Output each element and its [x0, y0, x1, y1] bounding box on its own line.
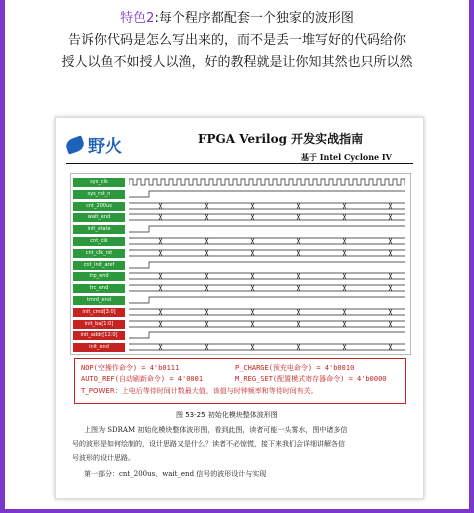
signal-label: cnt_init_aref [73, 261, 125, 270]
body-line-1: 上图为 SDRAM 初始化模块整体波形图，看到此图，读者可能一头雾水，图中诸多信 [84, 426, 348, 434]
signal-label: trp_end [73, 272, 125, 281]
signal-label: init_end [73, 343, 125, 352]
right-border [469, 0, 474, 513]
book-title: FPGA Verilog 开发实战指南 [198, 132, 364, 146]
signal-trace [129, 178, 405, 186]
feature-line-3: 授人以鱼不如授人以渔，好的教程就是让你知其然也只所以然 [61, 55, 413, 70]
signal-label: sys_clk [73, 178, 125, 187]
signal-trace [129, 190, 405, 198]
legend-tpower: T_POWER：上电后等待时间计数最大值，该值与时钟频率和等待时间有关。 [81, 387, 318, 395]
signal-label: tmrd_end [73, 296, 125, 305]
signal-label: init_state [73, 225, 125, 234]
legend-pcharge: P_CHARGE(预充电命令) = 4'b0010 [235, 364, 355, 372]
signal-trace [129, 225, 405, 233]
signal-trace [129, 284, 405, 292]
brand-logo: 野火 [66, 132, 122, 157]
signal-label: trc_end [73, 284, 125, 293]
feature-tag: 特色2 [120, 11, 155, 26]
signal-trace [129, 249, 405, 257]
signal-label: sys_rst_n [73, 190, 125, 199]
waveform-diagram [70, 173, 411, 355]
figure-caption: 图 53-25 初始化模块整体波形图 [176, 411, 278, 419]
feature-description [10, 8, 464, 74]
legend-nop: NOP(空操作命令) = 4'b0111 [81, 364, 180, 372]
body-line-4: 第一部分：cnt_200us、wait_end 信号的波形设计与实现 [84, 470, 267, 478]
command-legend [74, 358, 406, 404]
signal-label: init_ba[1:0] [73, 320, 125, 329]
signal-trace [129, 202, 405, 210]
bottom-border [0, 509, 474, 513]
signal-trace [129, 213, 405, 221]
feature-line-2: 告诉你代码是怎么写出来的，而不是丢一堆写好的代码给你 [67, 33, 406, 48]
signal-trace [129, 272, 405, 280]
legend-auto-ref: AUTO_REF(自动刷新命令) = 4'0001 [81, 375, 204, 383]
body-line-3: 号波形的设计思路。 [72, 454, 135, 462]
signal-trace [129, 308, 405, 316]
signal-trace [129, 261, 405, 269]
book-subtitle: 基于 Intel Cyclone IV [301, 152, 392, 162]
book-page [55, 117, 424, 499]
signal-label: init_addr[12:0] [73, 331, 125, 340]
legend-mreg: M_REG_SET(配置模式寄存器命令) = 4'b0000 [235, 375, 387, 383]
signal-label: cnt_clk [73, 237, 125, 246]
feature-line-1: 特色2:每个程序都配套一个独家的波形图 [120, 11, 354, 26]
left-border [0, 0, 5, 513]
header-rule [66, 163, 413, 164]
signal-trace [129, 331, 405, 339]
signal-trace [129, 296, 405, 304]
signal-label: cnt_200us [73, 202, 125, 211]
body-line-2: 号的波形是如何绘制的，设计思路又是什么？读者不必惊慌，接下来我们会详细讲解各信 [72, 440, 345, 448]
signal-trace [129, 237, 405, 245]
signal-trace [129, 343, 405, 351]
signal-label: wait_end [73, 213, 125, 222]
signal-label: cnt_clk_rst [73, 249, 125, 258]
signal-trace [129, 320, 405, 328]
flame-icon [64, 135, 86, 154]
signal-label: init_cmd[3:0] [73, 308, 125, 317]
